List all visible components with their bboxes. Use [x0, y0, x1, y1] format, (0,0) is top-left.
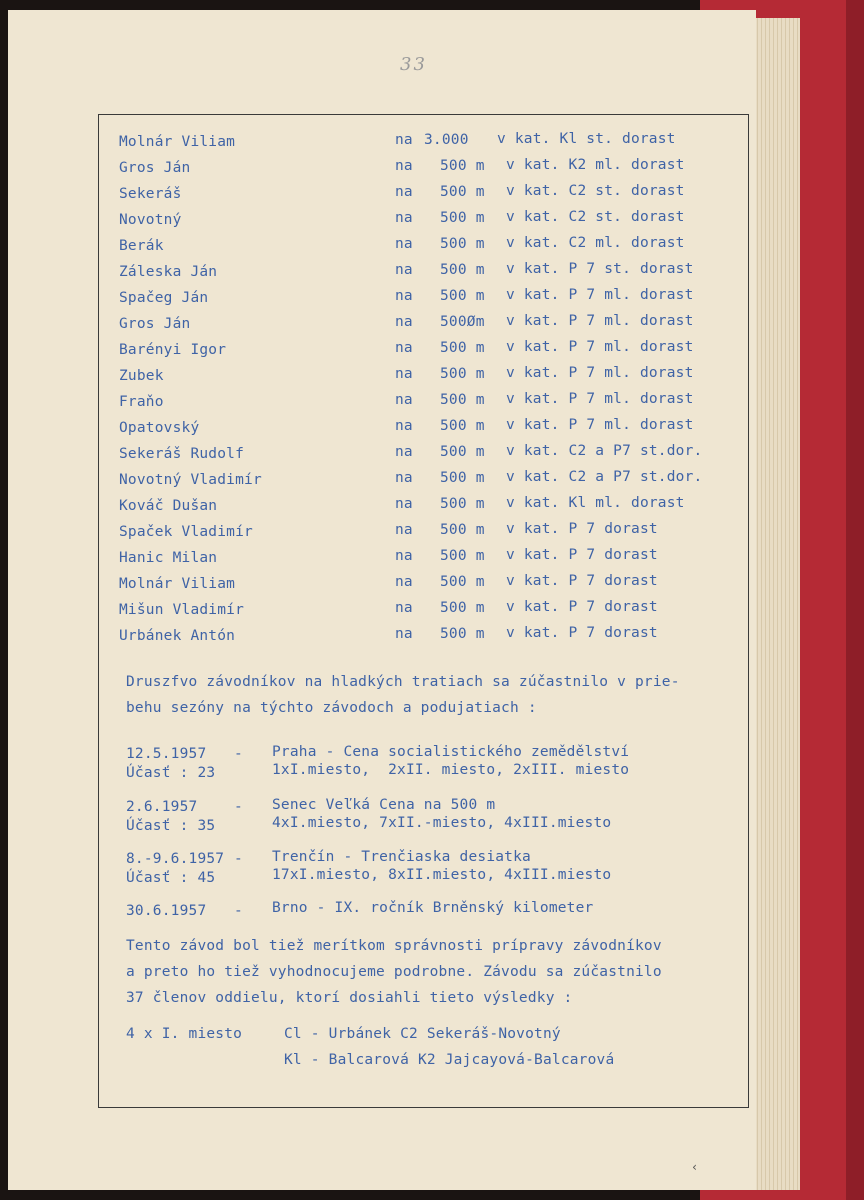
result-name: Zubek — [119, 368, 164, 384]
result-distance: 500 m — [440, 548, 485, 564]
result-name: Molnár Viliam — [119, 134, 236, 150]
result-distance: 500 m — [440, 574, 485, 590]
result-category: v kat. C2 a P7 st.dor. — [506, 443, 703, 459]
result-category: v kat. P 7 dorast — [506, 573, 658, 589]
result-distance: 500 m — [440, 626, 485, 642]
event-dash: - — [234, 799, 243, 815]
result-category: v kat. P 7 ml. dorast — [506, 287, 694, 303]
result-category: v kat. Kl ml. dorast — [506, 495, 685, 511]
result-name: Mišun Vladimír — [119, 602, 245, 618]
result-category: v kat. P 7 dorast — [506, 625, 658, 641]
result-prep: na — [395, 158, 413, 174]
result-prep: na — [395, 340, 413, 356]
result-name: Záleska Ján — [119, 264, 218, 280]
final-line: Cl - Urbánek C2 Sekeráš-Novotný — [284, 1026, 561, 1042]
result-distance: 500 m — [440, 288, 485, 304]
final-label: 4 x I. miesto — [126, 1026, 243, 1042]
result-prep: na — [395, 574, 413, 590]
event-date: 2.6.1957 — [126, 799, 198, 815]
result-distance: 500Øm — [440, 314, 485, 330]
result-distance: 500 m — [440, 470, 485, 486]
result-name: Novotný — [119, 212, 182, 228]
result-prep: na — [395, 626, 413, 642]
event-dash: - — [234, 746, 243, 762]
result-prep: na — [395, 262, 413, 278]
page-number: 33 — [400, 54, 427, 75]
event-placings: 1xI.miesto, 2xII. miesto, 2xIII. miesto — [272, 762, 630, 778]
result-prep: na — [395, 600, 413, 616]
result-category: v kat. P 7 ml. dorast — [506, 365, 694, 381]
result-distance: 500 m — [440, 496, 485, 512]
tick-mark: ‹ — [691, 1160, 699, 1174]
result-category: v kat. P 7 st. dorast — [506, 261, 694, 277]
result-name: Urbánek Antón — [119, 628, 236, 644]
result-prep: na — [395, 392, 413, 408]
paragraph-line: 37 členov oddielu, ktorí dosiahli tieto výsledky : — [126, 990, 573, 1006]
result-name: Gros Ján — [119, 160, 191, 176]
result-name: Gros Ján — [119, 316, 191, 332]
result-prep: na — [395, 366, 413, 382]
result-category: v kat. P 7 dorast — [506, 547, 658, 563]
result-distance: 500 m — [440, 236, 485, 252]
result-prep: na — [395, 132, 413, 148]
result-prep: na — [395, 522, 413, 538]
event-title: Trenčín - Trenčiaska desiatka — [272, 849, 531, 865]
result-prep: na — [395, 444, 413, 460]
event-date: 8.-9.6.1957 — [126, 851, 225, 867]
final-line: Kl - Balcarová K2 Jajcayová-Balcarová — [284, 1052, 615, 1068]
event-participation: Účasť : 45 — [126, 870, 216, 886]
result-name: Sekeráš — [119, 186, 182, 202]
result-distance: 3.000 — [424, 132, 469, 148]
result-distance: 500 m — [440, 522, 485, 538]
result-prep: na — [395, 314, 413, 330]
result-name: Kováč Dušan — [119, 498, 218, 514]
result-prep: na — [395, 184, 413, 200]
result-category: v kat. P 7 ml. dorast — [506, 391, 694, 407]
binder-edge — [846, 0, 864, 1200]
result-name: Hanic Milan — [119, 550, 218, 566]
paragraph-line: behu sezóny na týchto závodoch a podujatiach : — [126, 700, 537, 716]
result-distance: 500 m — [440, 366, 485, 382]
event-title: Senec Veľká Cena na 500 m — [272, 797, 496, 813]
result-prep: na — [395, 496, 413, 512]
paragraph-line: Tento závod bol tiež merítkom správnosti prípravy závodníkov — [126, 938, 662, 954]
event-placings: 17xI.miesto, 8xII.miesto, 4xIII.miesto — [272, 867, 612, 883]
paragraph-line: Druszfvo závodníkov na hladkých tratiach sa zúčastnilo v prie- — [126, 674, 680, 690]
result-category: v kat. Kl st. dorast — [497, 131, 676, 147]
result-distance: 500 m — [440, 210, 485, 226]
event-placings: 4xI.miesto, 7xII.-miesto, 4xIII.miesto — [272, 815, 612, 831]
event-title: Praha - Cena socialistického zemědělství — [272, 744, 630, 760]
event-title: Brno - IX. ročník Brněnský kilometer — [272, 900, 594, 916]
result-distance: 500 m — [440, 158, 485, 174]
result-category: v kat. P 7 ml. dorast — [506, 313, 694, 329]
result-category: v kat. P 7 ml. dorast — [506, 417, 694, 433]
result-name: Molnár Viliam — [119, 576, 236, 592]
result-category: v kat. C2 st. dorast — [506, 183, 685, 199]
result-name: Novotný Vladimír — [119, 472, 262, 488]
result-category: v kat. P 7 dorast — [506, 599, 658, 615]
result-name: Opatovský — [119, 420, 200, 436]
event-participation: Účasť : 23 — [126, 765, 216, 781]
result-category: v kat. P 7 ml. dorast — [506, 339, 694, 355]
result-prep: na — [395, 288, 413, 304]
document-page — [8, 10, 756, 1190]
result-prep: na — [395, 210, 413, 226]
result-prep: na — [395, 236, 413, 252]
result-distance: 500 m — [440, 262, 485, 278]
result-prep: na — [395, 418, 413, 434]
event-dash: - — [234, 903, 243, 919]
result-name: Barényi Igor — [119, 342, 227, 358]
result-name: Fraňo — [119, 394, 164, 410]
result-name: Spačeg Ján — [119, 290, 209, 306]
event-date: 12.5.1957 — [126, 746, 207, 762]
result-name: Spaček Vladimír — [119, 524, 253, 540]
event-dash: - — [234, 851, 243, 867]
result-prep: na — [395, 548, 413, 564]
result-distance: 500 m — [440, 392, 485, 408]
result-distance: 500 m — [440, 418, 485, 434]
result-distance: 500 m — [440, 444, 485, 460]
result-name: Berák — [119, 238, 164, 254]
result-distance: 500 m — [440, 340, 485, 356]
result-category: v kat. C2 st. dorast — [506, 209, 685, 225]
result-distance: 500 m — [440, 600, 485, 616]
result-distance: 500 m — [440, 184, 485, 200]
result-category: v kat. C2 ml. dorast — [506, 235, 685, 251]
result-category: v kat. C2 a P7 st.dor. — [506, 469, 703, 485]
result-name: Sekeráš Rudolf — [119, 446, 245, 462]
result-category: v kat. P 7 dorast — [506, 521, 658, 537]
result-prep: na — [395, 470, 413, 486]
event-participation: Účasť : 35 — [126, 818, 216, 834]
event-date: 30.6.1957 — [126, 903, 207, 919]
paragraph-line: a preto ho tiež vyhodnocujeme podrobne. Závodu sa zúčastnilo — [126, 964, 662, 980]
result-category: v kat. K2 ml. dorast — [506, 157, 685, 173]
